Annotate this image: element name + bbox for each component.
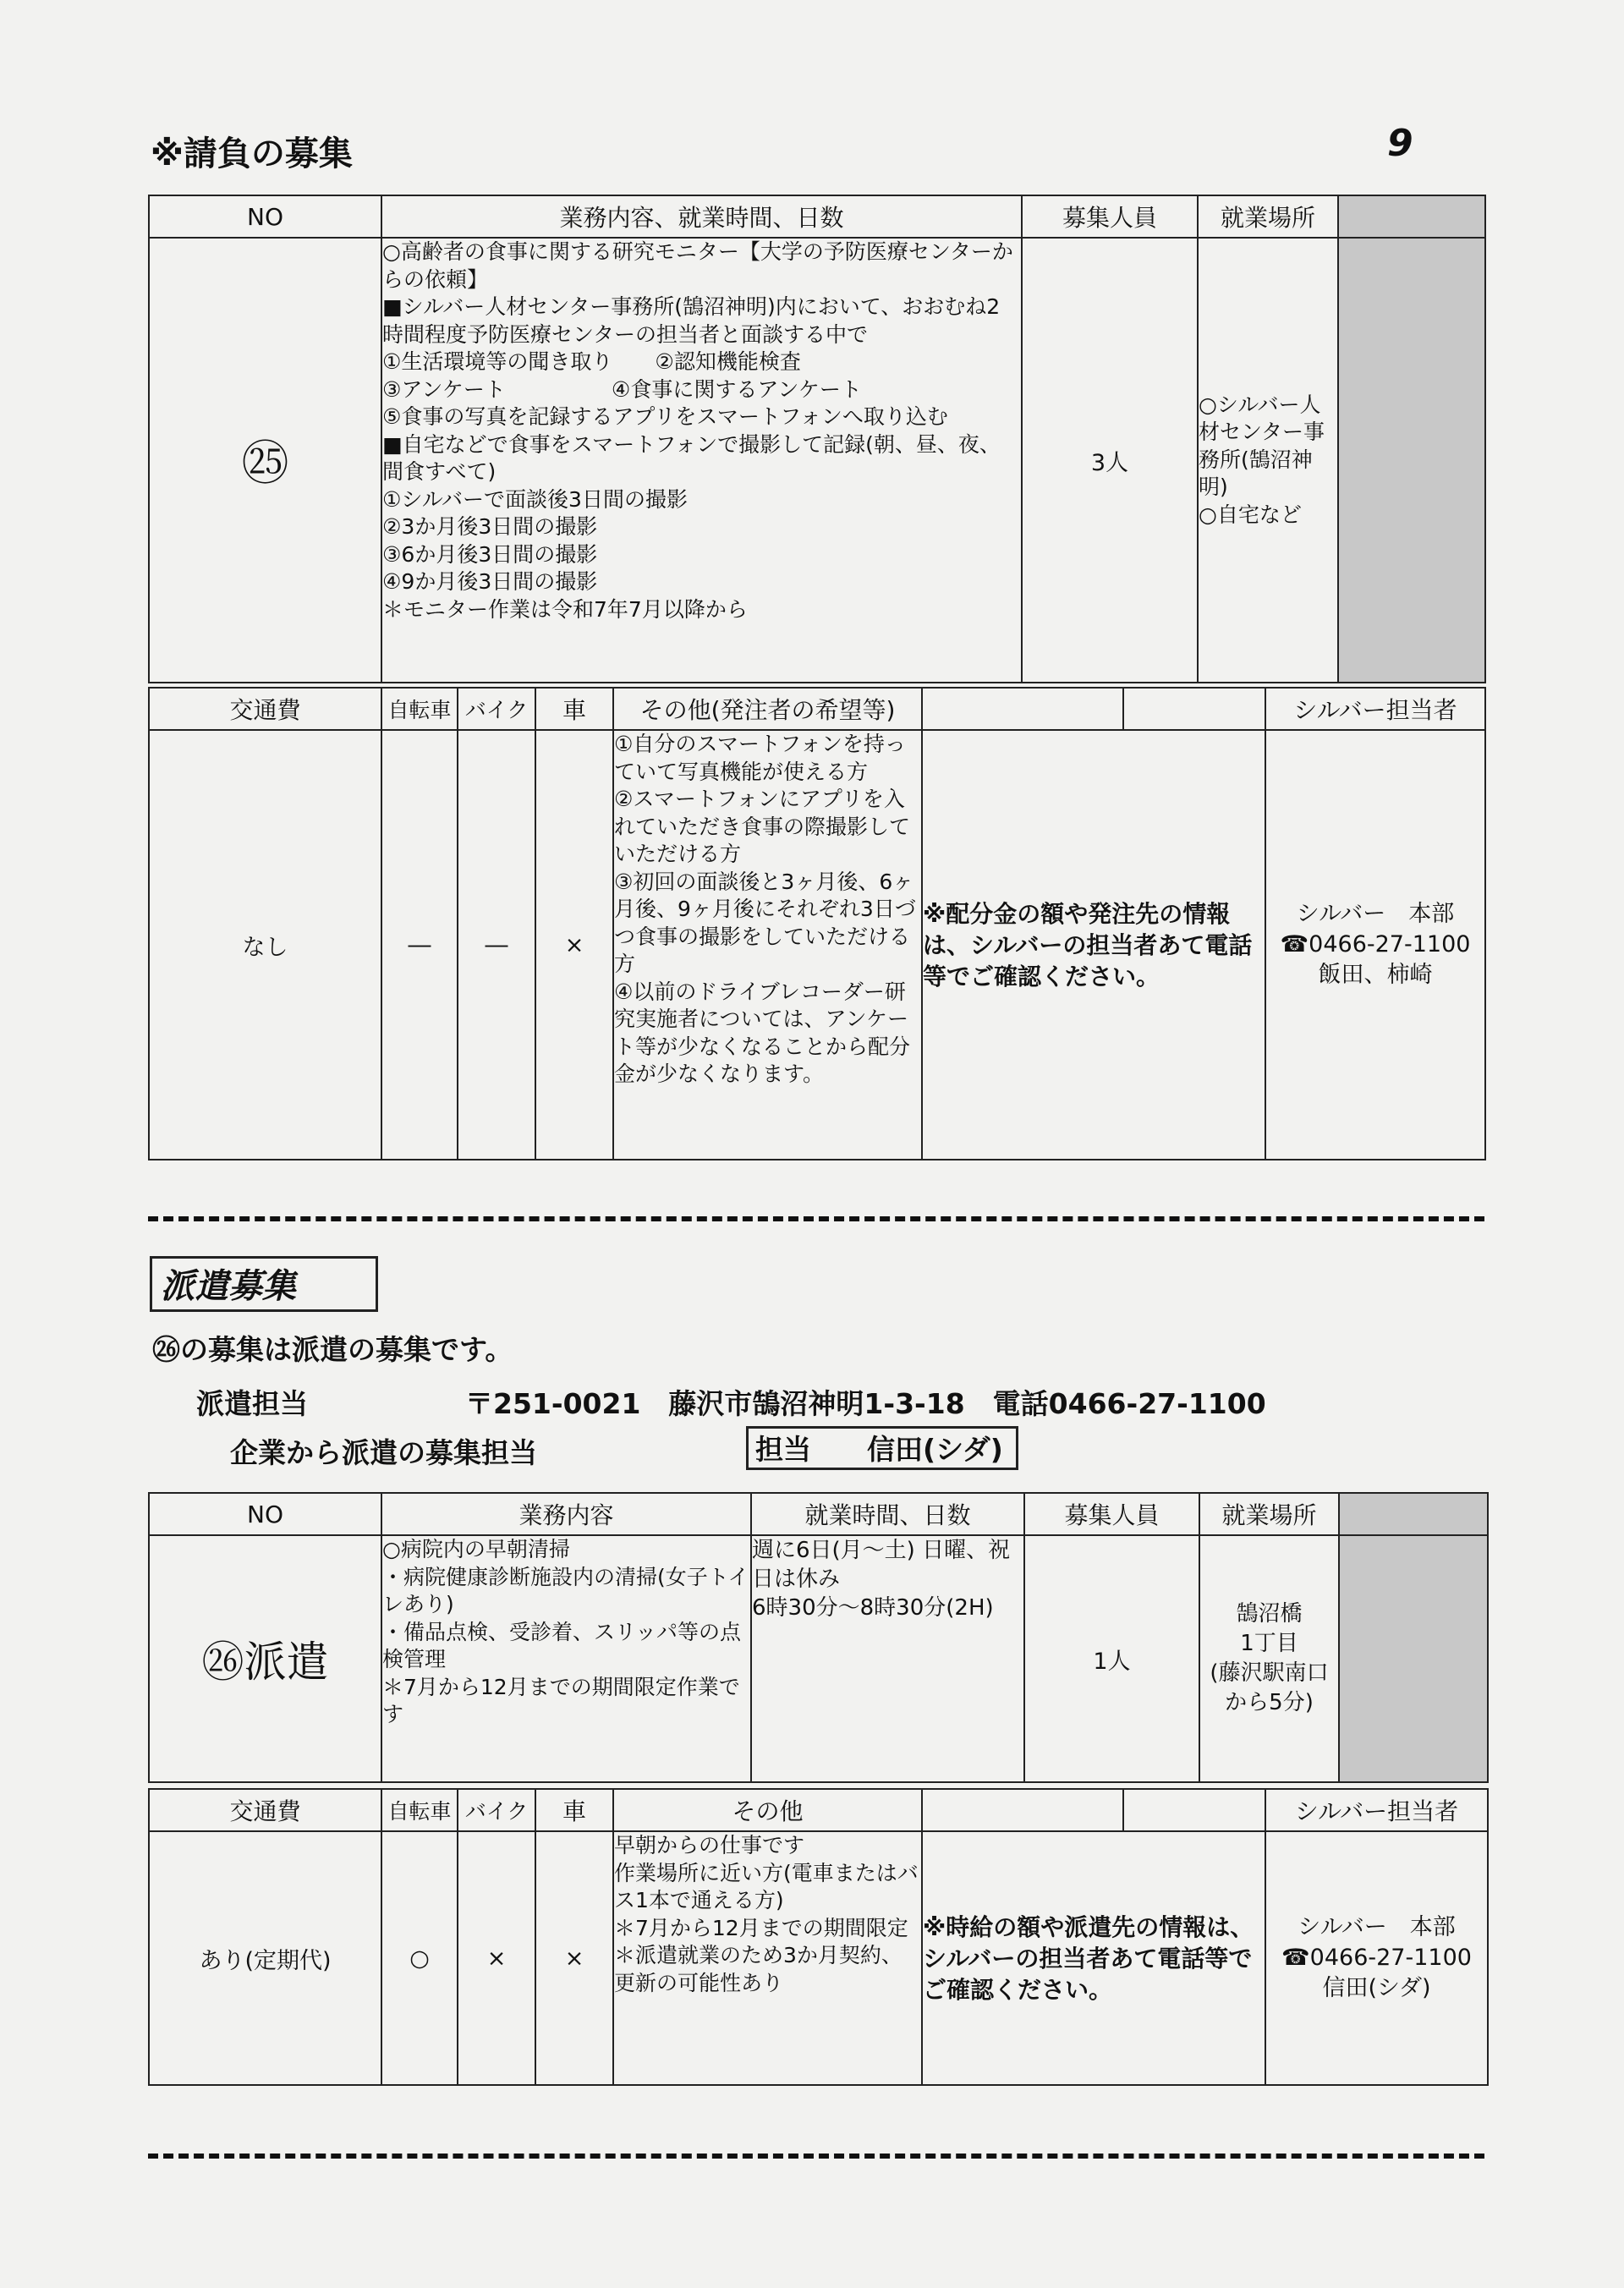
- job-place: ○シルバー人材センター事務所(鵠沼神明) ○自宅など: [1198, 238, 1338, 683]
- header-no: NO: [149, 1493, 381, 1535]
- header-bicycle: 自転車: [381, 1789, 458, 1831]
- page-number: 9: [1387, 122, 1413, 165]
- haken-address: 〒251-0021 藤沢市鵠沼神明1-3-18 電話0466-27-1100: [465, 1387, 1266, 1420]
- bike-value: ×: [458, 1831, 535, 2085]
- blank-cell: [1123, 688, 1265, 730]
- blank-cell: [1123, 1789, 1265, 1831]
- header-content: 業務内容、就業時間、日数: [381, 195, 1022, 238]
- header-time: 就業時間、日数: [751, 1493, 1024, 1535]
- haken-dept: 派遣担当: [196, 1387, 308, 1420]
- bicycle-value: ○: [381, 1831, 458, 2085]
- header-other: その他: [613, 1789, 922, 1831]
- header-no: NO: [149, 195, 381, 238]
- transport-value: なし: [149, 730, 381, 1160]
- gray-cell: [1339, 1493, 1488, 1535]
- gray-cell: [1338, 238, 1485, 683]
- header-place: 就業場所: [1198, 195, 1338, 238]
- job-place: 鵠沼橋 1丁目 (藤沢駅南口から5分): [1199, 1535, 1339, 1782]
- section-title: ※請負の募集: [151, 134, 353, 173]
- job-time: 週に6日(月～土) 日曜、祝日は休み 6時30分～8時30分(2H): [751, 1535, 1024, 1782]
- header-bike: バイク: [458, 688, 535, 730]
- job25-table: [148, 195, 1486, 683]
- blank-cell: [922, 688, 1123, 730]
- bike-value: ―: [458, 730, 535, 1160]
- car-value: ×: [535, 1831, 613, 2085]
- header-contact: シルバー担当者: [1265, 688, 1485, 730]
- header-people: 募集人員: [1022, 195, 1198, 238]
- haken-intro: ㉖の募集は派遣の募集です。: [152, 1333, 513, 1366]
- job-people: 1人: [1024, 1535, 1199, 1782]
- header-people: 募集人員: [1024, 1493, 1199, 1535]
- notice-text: ※配分金の額や発注先の情報は、シルバーの担当者あて電話等でご確認ください。: [922, 730, 1265, 1160]
- notice-text: ※時給の額や派遣先の情報は、シルバーの担当者あて電話等でご確認ください。: [922, 1831, 1265, 2085]
- job-content: ○高齢者の食事に関する研究モニター【大学の予防医療センターからの依頼】 ■シルバー人材センター事務所(鵠沼神明)内において、おおむね2時間程度予防医療センターの担当者と面談する中で ①生活環境等の聞き取り ②認知機能検査 ③アンケート ④食事に関するアンケート ⑤食事の写真を記録するアプリをスマートフォンへ取り込む ■自宅などで食事をスマートフォンで撮影して記録(朝、昼、夜、間食すべて) ①シルバーで面談後3日間の撮影 ②3か月後3日間の撮影 ③6か月後3日間の撮影 ④9か月後3日間の撮影 ＊モニター作業は令和7年7月以降から: [381, 238, 1022, 683]
- blank-cell: [922, 1789, 1123, 1831]
- header-bicycle: 自転車: [381, 688, 458, 730]
- other-conditions: 早朝からの仕事です 作業場所に近い方(電車またはバス1本で通える方) ＊7月から12月までの期間限定 ＊派遣就業のため3か月契約、更新の可能性あり: [613, 1831, 922, 2085]
- header-place: 就業場所: [1199, 1493, 1339, 1535]
- job-number: ㉖派遣: [149, 1535, 381, 1782]
- header-transport: 交通費: [149, 688, 381, 730]
- gray-cell: [1339, 1535, 1488, 1782]
- car-value: ×: [535, 730, 613, 1160]
- header-car: 車: [535, 1789, 613, 1831]
- haken-title: 派遣募集: [150, 1256, 378, 1312]
- job-number: ㉕: [149, 238, 381, 683]
- contact-info: シルバー 本部 ☎0466-27-1100 飯田、柿崎: [1265, 730, 1485, 1160]
- job-content: ○病院内の早朝清掃 ・病院健康診断施設内の清掃(女子トイレあり) ・備品点検、受診着、スリッパ等の点検管理 ＊7月から12月までの期間限定作業です: [381, 1535, 751, 1782]
- haken-recruit-label: 企業から派遣の募集担当: [230, 1436, 537, 1469]
- tantou-box: 担当 信田(シダ): [746, 1426, 1018, 1470]
- header-car: 車: [535, 688, 613, 730]
- contact-info: シルバー 本部 ☎0466-27-1100 信田(シダ): [1265, 1831, 1488, 2085]
- job26-sub-table: [148, 1788, 1489, 2086]
- bicycle-value: ―: [381, 730, 458, 1160]
- header-transport: 交通費: [149, 1789, 381, 1831]
- dashed-divider: [148, 2154, 1484, 2159]
- job25-sub-table: [148, 687, 1486, 1160]
- dashed-divider: [148, 1216, 1484, 1221]
- header-other: その他(発注者の希望等): [613, 688, 922, 730]
- transport-value: あり(定期代): [149, 1831, 381, 2085]
- header-contact: シルバー担当者: [1265, 1789, 1488, 1831]
- header-bike: バイク: [458, 1789, 535, 1831]
- gray-cell: [1338, 195, 1485, 238]
- header-content: 業務内容: [381, 1493, 751, 1535]
- other-conditions: ①自分のスマートフォンを持っていて写真機能が使える方 ②スマートフォンにアプリを入れていただき食事の際撮影していただける方 ③初回の面談後と3ヶ月後、6ヶ月後、9ヶ月後にそれぞれ3日づつ食事の撮影をしていただける方 ④以前のドライブレコーダー研究実施者については、アンケート等が少なくなることから配分金が少なくなります。: [613, 730, 922, 1160]
- job26-table: [148, 1492, 1489, 1783]
- job-people: 3人: [1022, 238, 1198, 683]
